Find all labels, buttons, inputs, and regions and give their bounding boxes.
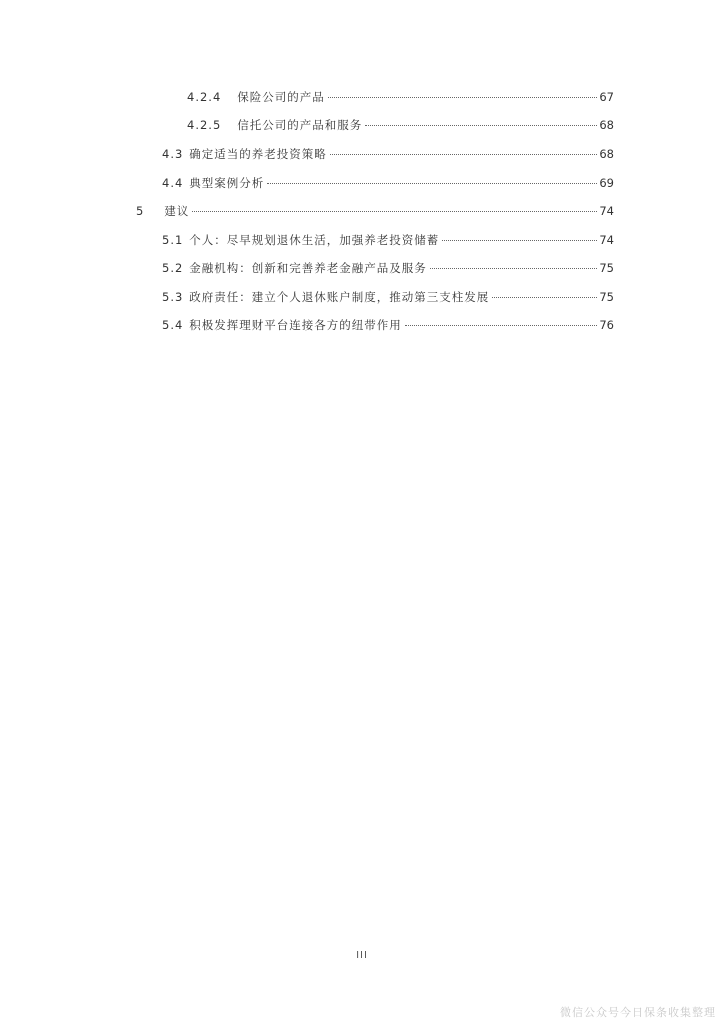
toc-entry[interactable]: [162, 318, 614, 332]
toc-entry[interactable]: [162, 290, 614, 304]
toc-entry-title: 典型案例分析: [189, 176, 265, 190]
toc-dot-leader: [330, 154, 598, 155]
toc-dot-leader: [430, 268, 598, 269]
toc-entry-number: 5: [136, 204, 145, 218]
toc-entry-number: 4.2.5: [187, 118, 222, 132]
toc-entry-number: 4.4: [162, 176, 184, 190]
toc-entry-title: 政府责任：建立个人退休账户制度，推动第三支柱发展: [189, 290, 490, 304]
toc-entry-page: 68: [599, 118, 614, 132]
toc-entry-page: 74: [599, 233, 614, 247]
toc-dot-leader: [267, 183, 597, 184]
toc-entry-page: 75: [599, 290, 614, 304]
toc-entry[interactable]: [187, 90, 614, 104]
toc-entry-title: 建议: [164, 204, 190, 218]
toc-entry-title: 个人：尽早规划退休生活，加强养老投资储蓄: [189, 233, 440, 247]
toc-entry-page: 76: [599, 318, 614, 332]
watermark-text: 微信公众号今日保条收集整理: [560, 1006, 716, 1019]
toc-entry-number: 4.2.4: [187, 90, 222, 104]
toc-dot-leader: [405, 325, 598, 326]
toc-dot-leader: [492, 297, 597, 298]
toc-entry-title: 金融机构：创新和完善养老金融产品及服务: [189, 261, 427, 275]
toc-entry-page: 74: [599, 204, 614, 218]
toc-entry-number: 5.2: [162, 261, 184, 275]
toc-dot-leader: [328, 97, 598, 98]
toc-entry-page: 67: [599, 90, 614, 104]
toc-entry[interactable]: [187, 118, 614, 132]
toc-entry-title: 信托公司的产品和服务: [237, 118, 363, 132]
toc-entry[interactable]: [136, 204, 614, 218]
toc-entry-title: 积极发挥理财平台连接各方的纽带作用: [189, 318, 402, 332]
toc-entry-number: 5.4: [162, 318, 184, 332]
toc-entry[interactable]: [162, 233, 614, 247]
toc-entry-title: 确定适当的养老投资策略: [189, 147, 327, 161]
toc-dot-leader: [365, 125, 597, 126]
toc-entry-number: 5.3: [162, 290, 184, 304]
toc-entry-page: 75: [599, 261, 614, 275]
toc-dot-leader: [442, 240, 597, 241]
toc-entry-title: 保险公司的产品: [237, 90, 325, 104]
toc-dot-leader: [192, 211, 597, 212]
toc-entry[interactable]: [162, 147, 614, 161]
toc-entry-number: 5.1: [162, 233, 184, 247]
toc-entry-page: 68: [599, 147, 614, 161]
page-number-footer: III: [356, 950, 368, 961]
toc-entry-page: 69: [599, 176, 614, 190]
toc-entry[interactable]: [162, 176, 614, 190]
toc-entry[interactable]: [162, 261, 614, 275]
toc-entry-number: 4.3: [162, 147, 184, 161]
